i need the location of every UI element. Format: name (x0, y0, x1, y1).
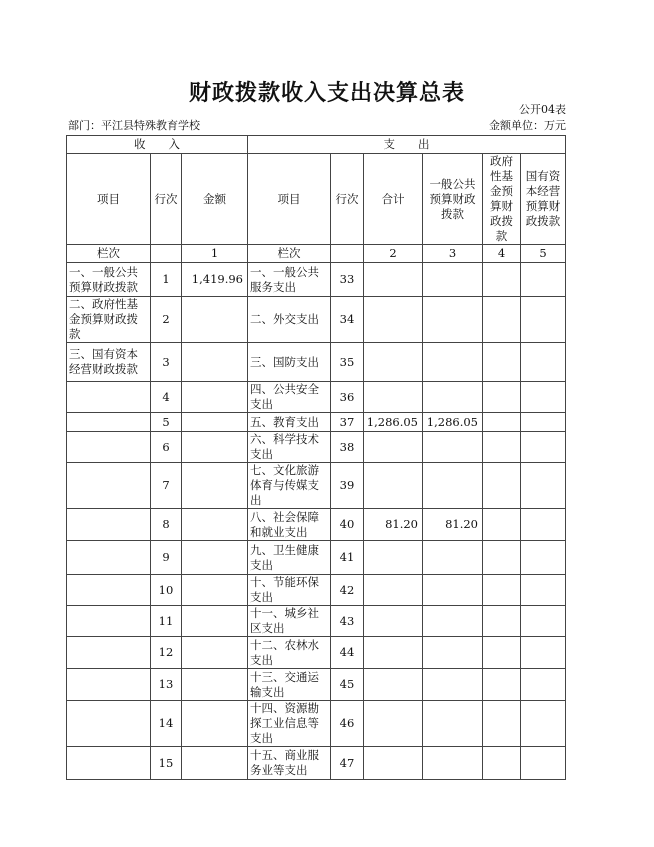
table-cell: 2 (151, 297, 182, 343)
table-cell (521, 343, 566, 382)
table-cell: 44 (331, 637, 364, 669)
table-cell: 40 (331, 509, 364, 541)
table-cell (67, 382, 151, 413)
table-cell (521, 747, 566, 780)
table-cell (182, 637, 248, 669)
table-cell (483, 701, 521, 747)
income-header: 收 入 (67, 136, 248, 154)
table-cell (483, 669, 521, 701)
table-cell: 45 (331, 669, 364, 701)
table-row (67, 263, 566, 297)
table-cell (364, 701, 423, 747)
table-cell (364, 297, 423, 343)
table-cell: 二、外交支出 (248, 297, 331, 343)
table-cell: 四、公共安全支出 (248, 382, 331, 413)
table-cell (423, 575, 483, 606)
table-cell: 33 (331, 263, 364, 297)
table-cell (67, 747, 151, 780)
table-row (67, 382, 566, 413)
table-row (67, 669, 566, 701)
table-cell (423, 606, 483, 637)
table-cell (67, 432, 151, 463)
table-cell (521, 432, 566, 463)
table-cell (521, 297, 566, 343)
table-cell (423, 669, 483, 701)
table-cell: 九、卫生健康支出 (248, 541, 331, 575)
page-title: 财政拨款收入支出决算总表 (188, 81, 465, 106)
table-cell (483, 463, 521, 509)
unit-label: 金额单位：万元 (489, 119, 566, 132)
table-row (67, 297, 566, 343)
table-cell: 二、政府性基金预算财政拨款 (67, 297, 151, 343)
state-capital-header: 国有资本经营预算财政拨款 (521, 154, 566, 245)
table-row (67, 245, 566, 263)
table-row (67, 575, 566, 606)
table-cell: 8 (151, 509, 182, 541)
table-row (67, 463, 566, 509)
income-item-header: 项目 (67, 154, 151, 245)
table-cell (521, 263, 566, 297)
table-cell: 六、科学技术支出 (248, 432, 331, 463)
table-cell: 5 (521, 245, 566, 263)
table-cell: 10 (151, 575, 182, 606)
table-cell (521, 575, 566, 606)
table-cell: 41 (331, 541, 364, 575)
table-cell: 9 (151, 541, 182, 575)
table-row (67, 541, 566, 575)
table-cell: 3 (423, 245, 483, 263)
table-cell: 1 (151, 263, 182, 297)
table-cell: 三、国有资本经营财政拨款 (67, 343, 151, 382)
table-cell: 一、一般公共服务支出 (248, 263, 331, 297)
fiscal-summary-table (66, 135, 566, 780)
table-cell (423, 432, 483, 463)
income-line-header: 行次 (151, 154, 182, 245)
table-cell (483, 575, 521, 606)
table-cell (182, 606, 248, 637)
table-cell: 43 (331, 606, 364, 637)
table-cell: 栏次 (248, 245, 331, 263)
table-cell (483, 606, 521, 637)
table-cell (151, 245, 182, 263)
table-cell: 38 (331, 432, 364, 463)
table-cell (67, 637, 151, 669)
table-cell (364, 432, 423, 463)
table-cell (364, 463, 423, 509)
table-cell (182, 509, 248, 541)
table-row (67, 509, 566, 541)
table-cell (331, 245, 364, 263)
table-cell (423, 297, 483, 343)
table-cell (67, 701, 151, 747)
table-cell (67, 541, 151, 575)
table-cell (483, 413, 521, 432)
table-cell (182, 669, 248, 701)
expense-item-header: 项目 (248, 154, 331, 245)
table-cell (483, 637, 521, 669)
table-cell: 十二、农林水支出 (248, 637, 331, 669)
table-cell (423, 637, 483, 669)
form-number: 公开04表 (519, 103, 566, 116)
table-cell (483, 297, 521, 343)
table-cell: 十一、城乡社区支出 (248, 606, 331, 637)
table-cell (483, 541, 521, 575)
table-cell (364, 637, 423, 669)
general-budget-header: 一般公共预算财政拨款 (423, 154, 483, 245)
table-cell (182, 297, 248, 343)
table-cell (67, 575, 151, 606)
table-cell (364, 669, 423, 701)
table-cell (67, 463, 151, 509)
table-cell (182, 701, 248, 747)
table-cell: 46 (331, 701, 364, 747)
table-cell (364, 343, 423, 382)
table-cell: 7 (151, 463, 182, 509)
table-cell: 1,419.96 (182, 263, 248, 297)
table-cell: 2 (364, 245, 423, 263)
table-cell: 4 (483, 245, 521, 263)
table-cell (423, 541, 483, 575)
table-row (67, 637, 566, 669)
table-cell (521, 413, 566, 432)
table-cell: 81.20 (423, 509, 483, 541)
table-cell (364, 541, 423, 575)
department-label: 部门：平江县特殊教育学校 (68, 119, 200, 132)
table-row (67, 747, 566, 780)
table-cell (423, 382, 483, 413)
table-cell (521, 541, 566, 575)
table-cell: 七、文化旅游体育与传媒支出 (248, 463, 331, 509)
table-cell (423, 263, 483, 297)
table-cell (521, 509, 566, 541)
table-cell (67, 413, 151, 432)
table-cell: 47 (331, 747, 364, 780)
table-cell: 5 (151, 413, 182, 432)
table-cell (521, 463, 566, 509)
table-cell (521, 606, 566, 637)
table-cell: 八、社会保障和就业支出 (248, 509, 331, 541)
table-cell: 十五、商业服务业等支出 (248, 747, 331, 780)
table-cell (521, 382, 566, 413)
table-cell: 一、一般公共预算财政拨款 (67, 263, 151, 297)
expense-header: 支 出 (248, 136, 566, 154)
table-cell: 15 (151, 747, 182, 780)
table-cell (182, 541, 248, 575)
table-cell (364, 575, 423, 606)
table-cell (483, 343, 521, 382)
table-cell (483, 432, 521, 463)
table-cell: 4 (151, 382, 182, 413)
table-cell: 14 (151, 701, 182, 747)
table-row (67, 343, 566, 382)
table-cell (483, 509, 521, 541)
table-cell: 三、国防支出 (248, 343, 331, 382)
table-cell: 37 (331, 413, 364, 432)
table-cell: 81.20 (364, 509, 423, 541)
table-cell: 34 (331, 297, 364, 343)
gov-fund-header: 政府性基金预算财政拨款 (483, 154, 521, 245)
table-cell (364, 382, 423, 413)
table-cell: 6 (151, 432, 182, 463)
table-cell (182, 413, 248, 432)
table-cell (182, 747, 248, 780)
table-cell: 39 (331, 463, 364, 509)
table-cell (182, 432, 248, 463)
table-row (67, 606, 566, 637)
table-row (67, 701, 566, 747)
table-cell: 36 (331, 382, 364, 413)
table-cell (483, 382, 521, 413)
table-cell (182, 463, 248, 509)
table-cell (483, 263, 521, 297)
table-cell: 3 (151, 343, 182, 382)
table-cell (521, 637, 566, 669)
total-header: 合计 (364, 154, 423, 245)
table-cell: 11 (151, 606, 182, 637)
table-cell (182, 575, 248, 606)
table-cell (423, 343, 483, 382)
amount-header: 金额 (182, 154, 248, 245)
table-cell: 1,286.05 (364, 413, 423, 432)
table-cell (423, 747, 483, 780)
table-cell (67, 669, 151, 701)
table-cell (182, 382, 248, 413)
table-cell: 35 (331, 343, 364, 382)
table-cell (182, 343, 248, 382)
table-cell: 1,286.05 (423, 413, 483, 432)
table-cell: 十三、交通运输支出 (248, 669, 331, 701)
table-cell (483, 747, 521, 780)
table-cell: 13 (151, 669, 182, 701)
table-row (67, 413, 566, 432)
table-cell (364, 263, 423, 297)
table-cell: 十四、资源勘探工业信息等支出 (248, 701, 331, 747)
table-cell: 12 (151, 637, 182, 669)
table-cell (364, 606, 423, 637)
table-cell (423, 701, 483, 747)
table-cell: 十、节能环保支出 (248, 575, 331, 606)
table-cell: 栏次 (67, 245, 151, 263)
table-cell (67, 606, 151, 637)
table-cell: 42 (331, 575, 364, 606)
table-cell (364, 747, 423, 780)
table-row (67, 432, 566, 463)
expense-line-header: 行次 (331, 154, 364, 245)
table-cell: 五、教育支出 (248, 413, 331, 432)
table-cell: 1 (182, 245, 248, 263)
table-cell (521, 701, 566, 747)
table-cell (67, 509, 151, 541)
table-cell (423, 463, 483, 509)
table-cell (521, 669, 566, 701)
